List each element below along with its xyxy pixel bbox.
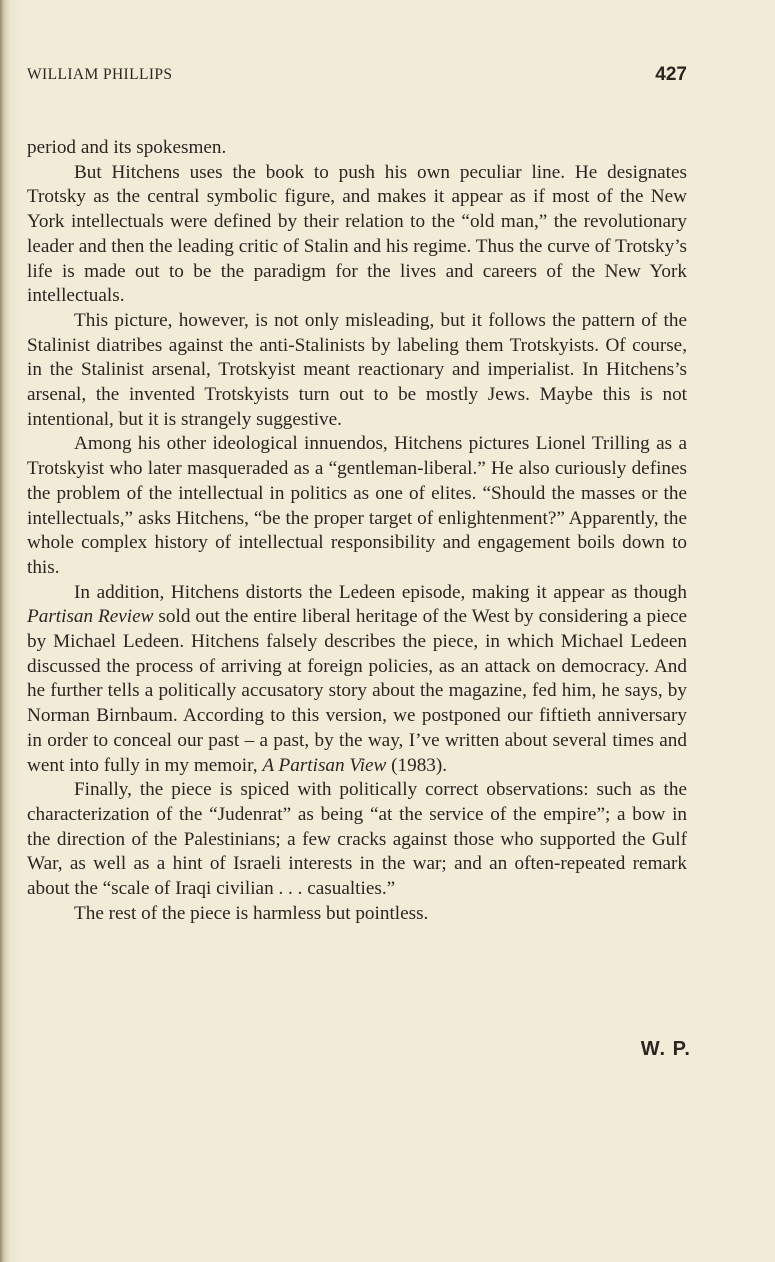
author-initials: W. P. [640,1038,691,1060]
paragraph-5-text-b: sold out the entire liberal heritage of the West by considering a piece by Michael Ledeen. Hitchens falsely describes the piece, in which Michael Ledeen discussed the process of arriving at foreign policies, as an attack on democracy. And he further tells a politically accusatory story about the magazine, fed him, he says, by Norman Birnbaum. According to this version, we postponed our fiftieth anniversary in order to conceal our past – a past, by the way, I’ve written about several times and went into fully in my memoir, [27,606,687,776]
paragraph-5 [27,581,687,779]
paragraph-1: period and its spokesmen. [27,137,227,158]
page-number: 427 [655,64,687,85]
memoir-title: A Partisan View [262,754,387,776]
paragraph-5-text-c: (1983). [386,754,448,776]
paragraph-5-text-a: In addition, Hitchens distorts the Ledeen episode, making it appear as though [74,581,687,603]
body-text [27,136,687,927]
journal-title: Partisan Review [27,606,154,628]
running-title: WILLIAM PHILLIPS [27,66,173,83]
paragraph-3: This picture, however, is not only misleading, but it follows the pattern of the Stalinist diatribes against the anti-Stalinists by labeling them Trotskyists. Of course, in the Stalinist arsenal, Trotskyist meant reactionary and imperialist. In Hitchens’s arsenal, the invented Trotskyists turn out to be mostly Jews. Maybe this is not intentional, but it is strangely suggestive. [27,309,687,430]
running-head [27,64,687,88]
paragraph-2: But Hitchens uses the book to push his own peculiar line. He designates Trotsky as the central symbolic figure, and makes it appear as if most of the New York intellectuals were defined by their relation to the “old man,” the revolutionary leader and then the leading critic of Stalin and his regime. Thus the curve of Trotsky’s life is made out to be the paradigm for the lives and careers of the New York intellectuals. [27,161,687,307]
paragraph-6: Finally, the piece is spiced with politically correct observations: such as the characterization of the “Judenrat” as being “at the service of the empire”; a bow in the direction of the Palestinians; a few cracks against those who supported the Gulf War, as well as a hint of Israeli interests in the war; and an often-repeated remark about the “scale of Iraqi civilian . . . casualties.” [27,779,687,900]
paragraph-4: Among his other ideological innuendos, Hitchens pictures Lionel Trilling as a Trotskyist who later masqueraded as a “gentleman-liberal.” He also curiously defines the problem of the intellectual in politics as one of elites. “Should the masses or the intellectuals,” asks Hitchens, “be the proper target of enlightenment?” Apparently, the whole complex history of intellectual responsibility and engagement boils down to this. [27,433,687,578]
paragraph-7: The rest of the piece is harmless but pointless. [74,902,429,924]
